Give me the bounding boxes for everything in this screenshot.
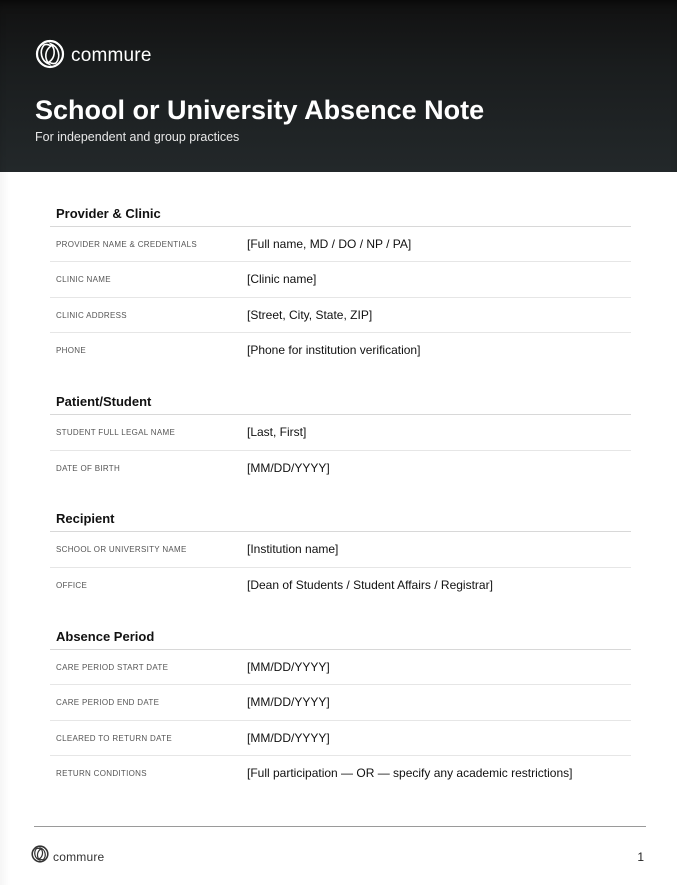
form-row (50, 720, 631, 756)
field-label: CARE PERIOD END DATE (56, 698, 160, 707)
section-title-recipient: Recipient (56, 511, 115, 526)
field-label: CLINIC ADDRESS (56, 311, 127, 320)
form-row (50, 226, 631, 262)
field-label: CARE PERIOD START DATE (56, 663, 169, 672)
field-value[interactable]: [Street, City, State, ZIP] (247, 308, 373, 322)
brand-logo (35, 41, 152, 71)
field-value[interactable]: [Clinic name] (247, 272, 317, 286)
section-title-provider-clinic: Provider & Clinic (56, 206, 161, 221)
field-label: PHONE (56, 346, 86, 355)
form-row (50, 450, 631, 486)
page-title: School or University Absence Note (35, 95, 485, 125)
footer-brand-name: commure (53, 849, 105, 864)
field-label: RETURN CONDITIONS (56, 769, 147, 778)
form-row (50, 684, 631, 720)
form-row (50, 414, 631, 450)
document-header (0, 0, 677, 172)
field-label: CLEARED TO RETURN DATE (56, 734, 172, 743)
field-value[interactable]: [MM/DD/YYYY] (247, 660, 330, 674)
field-label: STUDENT FULL LEGAL NAME (56, 428, 176, 437)
field-label: SCHOOL OR UNIVERSITY NAME (56, 545, 187, 554)
field-value[interactable]: [Phone for institution verification] (247, 343, 421, 357)
commure-logo-icon (35, 39, 65, 74)
form-row (50, 261, 631, 297)
field-label: PROVIDER NAME & CREDENTIALS (56, 240, 198, 249)
footer-logo (31, 845, 104, 868)
page-edge-shadow (0, 172, 10, 885)
field-value[interactable]: [Last, First] (247, 425, 307, 439)
field-value[interactable]: [MM/DD/YYYY] (247, 695, 330, 709)
field-value[interactable]: [Full participation — OR — specify any academic restrictions] (247, 766, 573, 780)
field-label: OFFICE (56, 581, 88, 590)
field-label: CLINIC NAME (56, 275, 111, 284)
page-number: 1 (637, 850, 644, 864)
form-row (50, 649, 631, 685)
commure-logo-icon (31, 845, 49, 868)
form-row (50, 332, 631, 368)
field-value[interactable]: [Full name, MD / DO / NP / PA] (247, 237, 412, 251)
form-row (50, 297, 631, 333)
section-title-absence-period: Absence Period (56, 629, 155, 644)
field-value[interactable]: [MM/DD/YYYY] (247, 461, 330, 475)
field-value[interactable]: [Institution name] (247, 542, 339, 556)
form-row (50, 755, 631, 791)
form-row (50, 531, 631, 567)
footer-divider (34, 826, 646, 827)
field-label: DATE OF BIRTH (56, 464, 121, 473)
form-row (50, 567, 631, 603)
field-value[interactable]: [MM/DD/YYYY] (247, 731, 330, 745)
field-value[interactable]: [Dean of Students / Student Affairs / Registrar] (247, 578, 493, 592)
brand-name: commure (71, 45, 152, 66)
section-title-patient-student: Patient/Student (56, 394, 152, 409)
page-subtitle: For independent and group practices (35, 130, 240, 144)
